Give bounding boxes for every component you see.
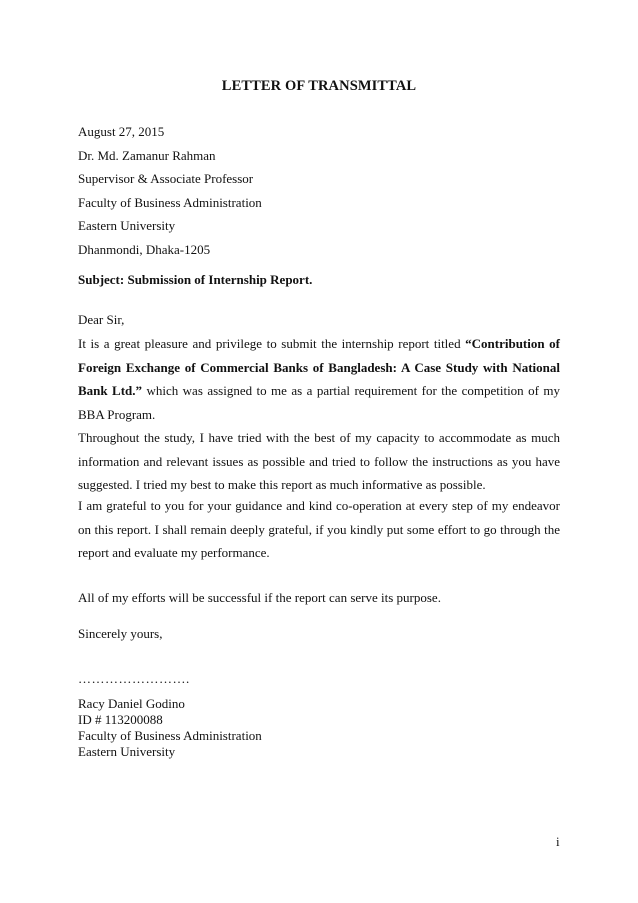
report-title: “Contribution of Foreign Exchange of Commercial Banks of Bangladesh: A Case Study with National Bank Ltd.”: [78, 336, 560, 398]
letter-date: August 27, 2015: [78, 124, 165, 139]
recipient-university: Eastern University: [78, 218, 176, 233]
letter-title: LETTER OF TRANSMITTAL: [221, 78, 417, 94]
paragraph-1-continuation: which was assigned to me as a partial requirement for the competition of my BBA Program.: [78, 383, 560, 422]
paragraph-1-second-sentence: Throughout the study, I have tried with the best of my capacity to accommodate as much information and relevant issues as possible and tried to follow the instructions as you have suggested. I tried my best to make this report as much informative as possible.: [78, 430, 560, 492]
sender-university: Eastern University: [78, 744, 176, 759]
paragraph-1-intro: It is a great pleasure and privilege to submit the internship report titled: [78, 336, 466, 351]
subject-line: Subject: Submission of Internship Report.: [78, 272, 313, 287]
address-block: [78, 120, 262, 261]
sender-faculty: Faculty of Business Administration: [78, 728, 262, 743]
recipient-name: Dr. Md. Zamanur Rahman: [78, 147, 216, 163]
recipient-location: Dhanmondi, Dhaka-1205: [78, 241, 211, 257]
page-number: i: [556, 834, 560, 849]
signature-block: [78, 696, 262, 760]
body-paragraph-3: All of my efforts will be successful if the report can serve its purpose.: [78, 590, 441, 605]
body-paragraph-1: [78, 332, 560, 497]
recipient-title: Supervisor & Associate Professor: [78, 171, 254, 186]
signature-line: …………………….: [78, 671, 190, 686]
closing: Sincerely yours,: [78, 626, 163, 641]
sender-id: ID # 113200088: [78, 712, 163, 727]
salutation: Dear Sir,: [78, 312, 125, 327]
sender-name: Racy Daniel Godino: [78, 696, 185, 711]
recipient-faculty: Faculty of Business Administration: [78, 194, 262, 210]
body-paragraph-2: I am grateful to you for your guidance and kind co-operation at every step of my endeavor on this report. I shall remain deeply grateful, if you kindly put some effort to go through the report and evaluate my performance.: [78, 498, 560, 560]
